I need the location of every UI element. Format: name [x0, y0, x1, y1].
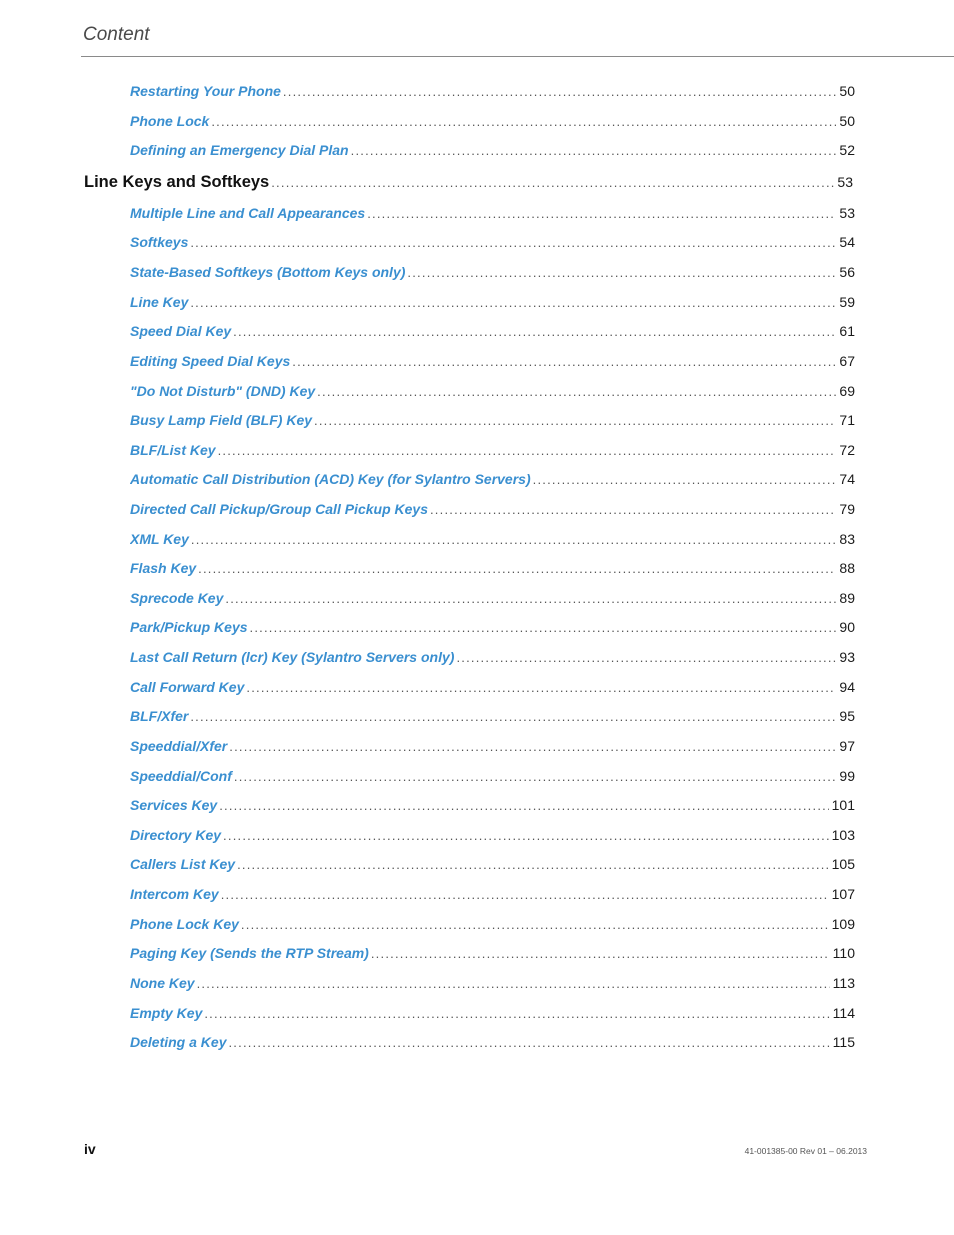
- toc-page-number: 83: [839, 531, 855, 547]
- toc-dot-leader: [314, 413, 836, 428]
- toc-entry-label: XML Key: [130, 531, 189, 547]
- toc-page-number: 53: [839, 205, 855, 221]
- toc-entry-label: Softkeys: [130, 234, 189, 250]
- toc-page-number: 74: [839, 471, 855, 487]
- footer-page-number: iv: [84, 1141, 96, 1157]
- toc-entry-link[interactable]: [130, 827, 855, 847]
- toc-entry-label: Speed Dial Key: [130, 323, 232, 339]
- toc-dot-leader: [221, 887, 829, 902]
- toc-entry-label: Empty Key: [130, 1005, 203, 1021]
- toc-entry-label: Directed Call Pickup/Group Call Pickup Keys: [130, 501, 428, 517]
- toc-entry-link[interactable]: [130, 113, 855, 133]
- toc-page-number: 71: [839, 412, 855, 428]
- toc-entry-link[interactable]: [130, 531, 855, 551]
- toc-entry-link[interactable]: [130, 501, 855, 521]
- toc-dot-leader: [533, 472, 837, 487]
- toc-page-number: 93: [839, 649, 855, 665]
- toc-entry-link[interactable]: [130, 83, 855, 103]
- toc-entry-link[interactable]: [130, 234, 855, 254]
- toc-dot-leader: [211, 114, 836, 129]
- toc-page-number: 88: [839, 560, 855, 576]
- toc-entry-link[interactable]: [130, 1005, 855, 1025]
- toc-entry-label: Phone Lock Key: [130, 916, 239, 932]
- toc-dot-leader: [292, 354, 836, 369]
- toc-page-number: 56: [839, 264, 855, 280]
- toc-entry-link[interactable]: [130, 1034, 855, 1054]
- toc-dot-leader: [234, 769, 837, 784]
- toc-page-number: 109: [831, 916, 855, 932]
- toc-entry-link[interactable]: [130, 768, 855, 788]
- toc-entry-link[interactable]: [130, 442, 855, 462]
- toc-page-number: 54: [839, 234, 855, 250]
- toc-entry-label: Flash Key: [130, 560, 197, 576]
- toc-page-number: 59: [839, 294, 855, 310]
- toc-page-number: 113: [832, 975, 855, 991]
- toc-dot-leader: [219, 798, 828, 813]
- toc-page-number: 95: [839, 708, 855, 724]
- toc-entry-label: Line Keys and Softkeys: [84, 173, 270, 191]
- toc-entry-label: Busy Lamp Field (BLF) Key: [130, 412, 313, 428]
- toc-page-number: 114: [832, 1005, 855, 1021]
- toc-page-number: 50: [839, 113, 855, 129]
- toc-page-number: 99: [839, 768, 855, 784]
- header-divider: [81, 56, 954, 57]
- toc-dot-leader: [271, 175, 834, 190]
- toc-entry-label: Multiple Line and Call Appearances: [130, 205, 366, 221]
- toc-dot-leader: [250, 620, 837, 635]
- toc-entry-label: Deleting a Key: [130, 1034, 227, 1050]
- toc-page-number: 52: [839, 142, 855, 158]
- toc-entry-label: BLF/Xfer: [130, 708, 189, 724]
- toc-entry-link[interactable]: [130, 383, 855, 403]
- toc-entry-link[interactable]: [130, 649, 855, 669]
- toc-page-number: 101: [831, 797, 855, 813]
- toc-entry-label: Phone Lock: [130, 113, 210, 129]
- toc-dot-leader: [228, 1035, 829, 1050]
- toc-page-number: 67: [839, 353, 855, 369]
- toc-page-number: 115: [832, 1034, 855, 1050]
- toc-entry-link[interactable]: [130, 738, 855, 758]
- toc-dot-leader: [317, 384, 836, 399]
- toc-entry-label: Speeddial/Conf: [130, 768, 232, 784]
- toc-dot-leader: [371, 946, 830, 961]
- toc-section-heading[interactable]: [84, 173, 853, 193]
- toc-entry-label: Restarting Your Phone: [130, 83, 281, 99]
- toc-entry-link[interactable]: [130, 975, 855, 995]
- toc-entry-label: Callers List Key: [130, 856, 236, 872]
- toc-entry-link[interactable]: [130, 205, 855, 225]
- toc-page-number: 79: [839, 501, 855, 517]
- toc-entry-link[interactable]: [130, 886, 855, 906]
- toc-entry-label: Services Key: [130, 797, 218, 813]
- toc-entry-link[interactable]: [130, 590, 855, 610]
- toc-entry-label: Defining an Emergency Dial Plan: [130, 142, 349, 158]
- toc-entry-label: Line Key: [130, 294, 189, 310]
- toc-entry-label: Directory Key: [130, 827, 222, 843]
- toc-entry-link[interactable]: [130, 560, 855, 580]
- toc-entry-link[interactable]: [130, 353, 855, 373]
- toc-page-number: 103: [831, 827, 855, 843]
- toc-entry-label: Last Call Return (lcr) Key (Sylantro Servers only): [130, 649, 455, 665]
- toc-entry-link[interactable]: [130, 679, 855, 699]
- toc-entry-link[interactable]: [130, 142, 855, 162]
- toc-dot-leader: [407, 265, 836, 280]
- toc-entry-link[interactable]: [130, 916, 855, 936]
- toc-entry-link[interactable]: [130, 708, 855, 728]
- toc-entry-link[interactable]: [130, 619, 855, 639]
- toc-entry-label: Intercom Key: [130, 886, 219, 902]
- toc-page-number: 69: [839, 383, 855, 399]
- toc-dot-leader: [223, 828, 829, 843]
- toc-dot-leader: [190, 709, 836, 724]
- toc-entry-link[interactable]: [130, 797, 855, 817]
- toc-page-number: 53: [837, 174, 853, 190]
- toc-dot-leader: [233, 324, 836, 339]
- toc-entry-link[interactable]: [130, 412, 855, 432]
- toc-entry-label: Sprecode Key: [130, 590, 224, 606]
- toc-dot-leader: [190, 295, 836, 310]
- toc-dot-leader: [283, 84, 837, 99]
- toc-page-number: 61: [839, 323, 855, 339]
- toc-dot-leader: [246, 680, 836, 695]
- toc-entry-label: State-Based Softkeys (Bottom Keys only): [130, 264, 406, 280]
- toc-page-number: 72: [839, 442, 855, 458]
- toc-dot-leader: [191, 532, 837, 547]
- toc-page-number: 97: [839, 738, 855, 754]
- toc-page-number: 94: [839, 679, 855, 695]
- toc-entry-link[interactable]: [130, 294, 855, 314]
- toc-dot-leader: [198, 561, 836, 576]
- toc-dot-leader: [197, 976, 830, 991]
- toc-entry-link[interactable]: [130, 945, 855, 965]
- toc-dot-leader: [218, 443, 837, 458]
- toc-entry-label: "Do Not Disturb" (DND) Key: [130, 383, 316, 399]
- toc-entry-label: BLF/List Key: [130, 442, 216, 458]
- toc-dot-leader: [430, 502, 836, 517]
- toc-entry-label: Automatic Call Distribution (ACD) Key (for Sylantro Servers): [130, 471, 531, 487]
- toc-dot-leader: [204, 1006, 829, 1021]
- toc-dot-leader: [190, 235, 836, 250]
- toc-dot-leader: [351, 143, 837, 158]
- toc-dot-leader: [241, 917, 829, 932]
- toc-page-number: 50: [839, 83, 855, 99]
- toc-entry-label: Speeddial/Xfer: [130, 738, 228, 754]
- toc-entry-link[interactable]: [130, 264, 855, 284]
- toc-dot-leader: [367, 206, 836, 221]
- page-header-title: Content: [83, 24, 150, 45]
- toc-entry-label: Park/Pickup Keys: [130, 619, 248, 635]
- toc-entry-link[interactable]: [130, 471, 855, 491]
- toc-page-number: 105: [831, 856, 855, 872]
- toc-page-number: 90: [839, 619, 855, 635]
- toc-entry-label: None Key: [130, 975, 195, 991]
- toc-dot-leader: [229, 739, 836, 754]
- toc-dot-leader: [237, 857, 829, 872]
- toc-entry-label: Call Forward Key: [130, 679, 245, 695]
- toc-page-number: 89: [839, 590, 855, 606]
- toc-page-number: 110: [832, 945, 855, 961]
- toc-page-number: 107: [831, 886, 855, 902]
- toc-entry-link[interactable]: [130, 856, 855, 876]
- toc-entry-link[interactable]: [130, 323, 855, 343]
- toc-dot-leader: [456, 650, 836, 665]
- toc-dot-leader: [225, 591, 836, 606]
- footer-document-reference: 41-001385-00 Rev 01 – 06.2013: [744, 1146, 867, 1156]
- toc-entry-label: Editing Speed Dial Keys: [130, 353, 291, 369]
- toc-entry-label: Paging Key (Sends the RTP Stream): [130, 945, 369, 961]
